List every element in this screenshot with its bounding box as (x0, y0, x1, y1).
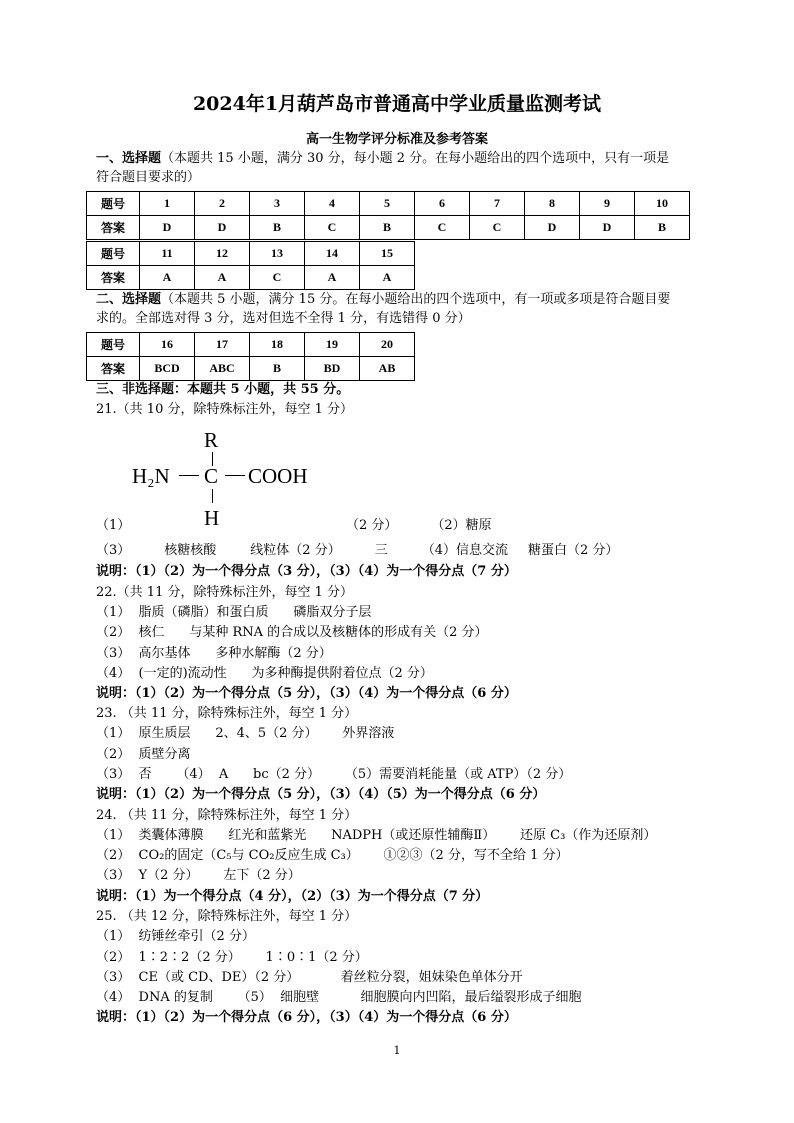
table-row-questions (87, 333, 415, 357)
q21-header: 21.（共 10 分，除特殊标注外，每空 1 分） (96, 402, 354, 417)
q21-l2-f: 糖蛋白（2 分） (528, 543, 619, 558)
q21-line2 (96, 543, 618, 559)
q22-header: 22.（共 11 分，除特殊标注外，每空 1 分） (96, 585, 354, 600)
question-cell: 10 (635, 192, 690, 216)
q23-header: 23. （共 11 分，除特殊标注外，每空 1 分） (96, 706, 358, 721)
question-cell: 16 (140, 333, 195, 357)
q25-note: 说明：（1）（2）为一个得分点（6 分），（3）（4）为一个得分点（6 分） (96, 1010, 517, 1025)
section2-answer-table (86, 332, 415, 381)
table-row-questions-2 (87, 242, 415, 266)
question-cell: 6 (415, 192, 470, 216)
question-cell: 19 (305, 333, 360, 357)
q21-l2-e: （4）信息交流 (421, 543, 508, 558)
question-cell: 17 (195, 333, 250, 357)
section1-answer-table (86, 191, 690, 240)
section3-heading: 三、非选择题：本题共 5 小题，共 55 分。 (96, 382, 350, 397)
answer-cell: B (635, 216, 690, 240)
question-cell: 11 (140, 242, 195, 266)
q23-line1: （1） 原生质层 2、4、5（2 分） 外界溶液 (96, 726, 395, 741)
answer-cell: A (195, 266, 250, 290)
section2-intro (96, 292, 670, 308)
formula-central-carbon: C (204, 464, 219, 488)
answer-cell: D (140, 216, 195, 240)
formula-carboxyl-group: COOH (248, 464, 308, 488)
q25-line4: （4） DNA 的复制 （5） 细胞壁 细胞膜向内凹陷，最后缢裂形成子细胞 (96, 990, 582, 1005)
page-subtitle: 高一生物学评分标准及参考答案 (305, 132, 488, 147)
q24-line3: （3） Y（2 分） 左下（2 分） (96, 868, 301, 883)
answer-cell: A (360, 266, 415, 290)
q23-line2: （2） 质壁分离 (96, 747, 191, 762)
answer-cell: B (250, 357, 305, 381)
answer-cell: B (360, 216, 415, 240)
q24-note: 说明：（1）为一个得分点（4 分），（2）（3）为一个得分点（7 分） (96, 889, 489, 904)
question-cell: 13 (250, 242, 305, 266)
question-cell: 2 (195, 192, 250, 216)
q21-l1-b: （2 分） (346, 518, 398, 533)
table-row-answers (87, 357, 415, 381)
section1-heading: 一、选择题 (96, 151, 162, 166)
table-row-questions-1 (87, 192, 690, 216)
q22-line3: （3） 高尔基体 多种水解酶（2 分） (96, 646, 332, 661)
question-cell: 8 (525, 192, 580, 216)
section1-desc-line1: （本题共 15 小题，满分 30 分，每小题 2 分。在每小题给出的四个选项中，只有一项是 (161, 151, 670, 166)
answer-cell: AB (360, 357, 415, 381)
table-row-answers-2 (87, 266, 415, 290)
formula-bond-left (179, 475, 199, 476)
q22-line4: （4） (一定的)流动性 为多种酶提供附着位点（2 分） (96, 666, 433, 681)
q22-line1: （1） 脂质（磷脂）和蛋白质 磷脂双分子层 (96, 605, 372, 620)
answer-cell: C (250, 266, 305, 290)
row-label-answer: 答案 (87, 357, 140, 381)
answer-cell: D (580, 216, 635, 240)
section1-desc-line2: 符合题目要求的） (96, 170, 201, 185)
section2-desc-line2: 求的。全部选对得 3 分，选对但选不全得 1 分，有选错得 0 分） (96, 311, 471, 326)
q25-line2: （2） 1∶2∶2（2 分） 1∶0∶1（2 分） (96, 950, 368, 965)
formula-bond-right (225, 475, 245, 476)
formula-bond-bottom (212, 489, 213, 503)
question-cell: 5 (360, 192, 415, 216)
q24-line2: （2） CO₂的固定（C₅与 CO₂反应生成 C₃） ①②③（2 分，写不全给 1 分） (96, 848, 569, 863)
q23-line3: （3） 否 （4） A bc（2 分） （5）需要消耗能量（或 ATP）（2 分） (96, 767, 572, 782)
q25-line3: （3） CE（或 CD、DE）（2 分） 着丝粒分裂，姐妹染色单体分开 (96, 970, 523, 985)
formula-r-group: R (204, 428, 219, 452)
question-cell: 14 (305, 242, 360, 266)
answer-cell: B (250, 216, 305, 240)
question-cell: 1 (140, 192, 195, 216)
row-label-question: 题号 (87, 333, 140, 357)
answer-cell: ABC (195, 357, 250, 381)
answer-cell: BD (305, 357, 360, 381)
q21-l2-c: 线粒体（2 分） (250, 543, 341, 558)
question-cell: 7 (470, 192, 525, 216)
question-cell: 3 (250, 192, 305, 216)
q22-line2: （2） 核仁 与某种 RNA 的合成以及核糖体的形成有关（2 分） (96, 625, 488, 640)
question-cell: 12 (195, 242, 250, 266)
q21-l2-a: （3） (96, 543, 131, 558)
section2-heading: 二、选择题 (96, 292, 162, 307)
answer-cell: C (470, 216, 525, 240)
q24-header: 24. （共 11 分，除特殊标注外，每空 1 分） (96, 808, 358, 823)
q24-line1: （1） 类囊体薄膜 红光和蓝紫光 NADPH（或还原性辅酶Ⅱ） 还原 C₃（作为还原剂） (96, 828, 657, 843)
section1-intro (96, 151, 669, 167)
q21-l2-d: 三 (374, 543, 388, 558)
section2-desc-line1: （本题共 5 小题，满分 15 分。在每小题给出的四个选项中，有一项或多项是符合题目要 (161, 292, 671, 307)
q22-note: 说明：（1）（2）为一个得分点（5 分），（3）（4）为一个得分点（6 分） (96, 686, 517, 701)
row-label-answer: 答案 (87, 216, 140, 240)
page-title: 2024年1月葫芦岛市普通高中学业质量监测考试 (192, 93, 602, 115)
answer-cell: BCD (140, 357, 195, 381)
q21-l1-a: （1） (96, 518, 131, 533)
answer-cell: D (195, 216, 250, 240)
row-label-question: 题号 (87, 192, 140, 216)
q21-l1-c: （2）糖原 (431, 518, 492, 533)
answer-cell: D (525, 216, 580, 240)
answer-cell: A (140, 266, 195, 290)
answer-cell: C (305, 216, 360, 240)
page-number: 1 (393, 1044, 401, 1057)
q25-header: 25. （共 12 分，除特殊标注外，每空 1 分） (96, 909, 358, 924)
question-cell: 20 (360, 333, 415, 357)
answer-cell: A (305, 266, 360, 290)
answer-cell: C (415, 216, 470, 240)
formula-hydrogen: H (204, 506, 220, 530)
question-cell: 15 (360, 242, 415, 266)
q23-note: 说明：（1）（2）为一个得分点（5 分），（3）（4）（5）为一个得分点（6 分） (96, 787, 546, 802)
row-label-answer: 答案 (87, 266, 140, 290)
question-cell: 9 (580, 192, 635, 216)
q25-line1: （1） 纺锤丝牵引（2 分） (96, 929, 255, 944)
question-cell: 18 (250, 333, 305, 357)
q21-line1 (96, 518, 130, 534)
q21-note: 说明：（1）（2）为一个得分点（3 分），（3）（4）为一个得分点（7 分） (96, 564, 517, 579)
q21-l2-b: 核糖核酸 (164, 543, 217, 558)
section1-answer-table-2 (86, 241, 415, 290)
formula-amino-group: H₂N (132, 464, 170, 488)
q21-line1-right (346, 518, 492, 534)
row-label-question: 题号 (87, 242, 140, 266)
table-row-answers-1 (87, 216, 690, 240)
question-cell: 4 (305, 192, 360, 216)
